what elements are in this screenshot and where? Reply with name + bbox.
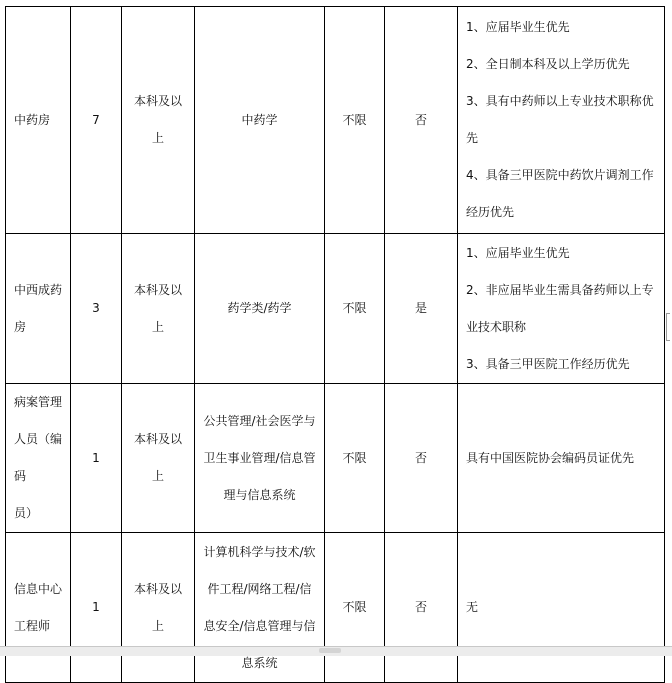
age-cell: 不限: [325, 234, 385, 384]
major-cell: 中药学: [195, 7, 325, 234]
flag-cell: 否: [385, 7, 458, 234]
flag-cell: 否: [385, 384, 458, 533]
requirements-cell: 1、应届毕业生优先 2、非应届毕业生需具备药师以上专 业技术职称 3、具备三甲医院工作经历优先: [458, 234, 665, 384]
education-cell: 本科及以 上: [122, 7, 195, 234]
table-row: [6, 234, 665, 384]
position-cell: 中药房: [6, 7, 71, 234]
requirements-cell: 具有中国医院协会编码员证优先: [458, 384, 665, 533]
major-cell: 药学类/药学: [195, 234, 325, 384]
table-row: [6, 533, 665, 683]
age-cell: 不限: [325, 384, 385, 533]
flag-cell: 是: [385, 234, 458, 384]
requirements-cell: 1、应届毕业生优先 2、全日制本科及以上学历优先 3、具有中药师以上专业技术职称优 先 4、具备三甲医院中药饮片调剂工作 经历优先: [458, 7, 665, 234]
position-cell: 中西成药 房: [6, 234, 71, 384]
education-cell: 本科及以 上: [122, 384, 195, 533]
count-cell: 3: [71, 234, 122, 384]
age-cell: 不限: [325, 7, 385, 234]
education-cell: 本科及以 上: [122, 234, 195, 384]
recruitment-table: [5, 6, 665, 683]
education-cell: 本科及以 上: [122, 533, 195, 683]
requirements-cell: 无: [458, 533, 665, 683]
position-cell: 病案管理 人员（编码 员）: [6, 384, 71, 533]
flag-cell: 否: [385, 533, 458, 683]
page-edge-marker: [666, 313, 670, 341]
age-cell: 不限: [325, 533, 385, 683]
table-row: [6, 384, 665, 533]
major-cell: 公共管理/社会医学与 卫生事业管理/信息管 理与信息系统: [195, 384, 325, 533]
count-cell: 1: [71, 533, 122, 683]
position-cell: 信息中心 工程师: [6, 533, 71, 683]
major-cell: 计算机科学与技术/软 件工程/网络工程/信 息安全/信息管理与信 息系统: [195, 533, 325, 683]
count-cell: 1: [71, 384, 122, 533]
scrollbar-thumb[interactable]: [319, 648, 341, 653]
count-cell: 7: [71, 7, 122, 234]
table-row: [6, 7, 665, 234]
